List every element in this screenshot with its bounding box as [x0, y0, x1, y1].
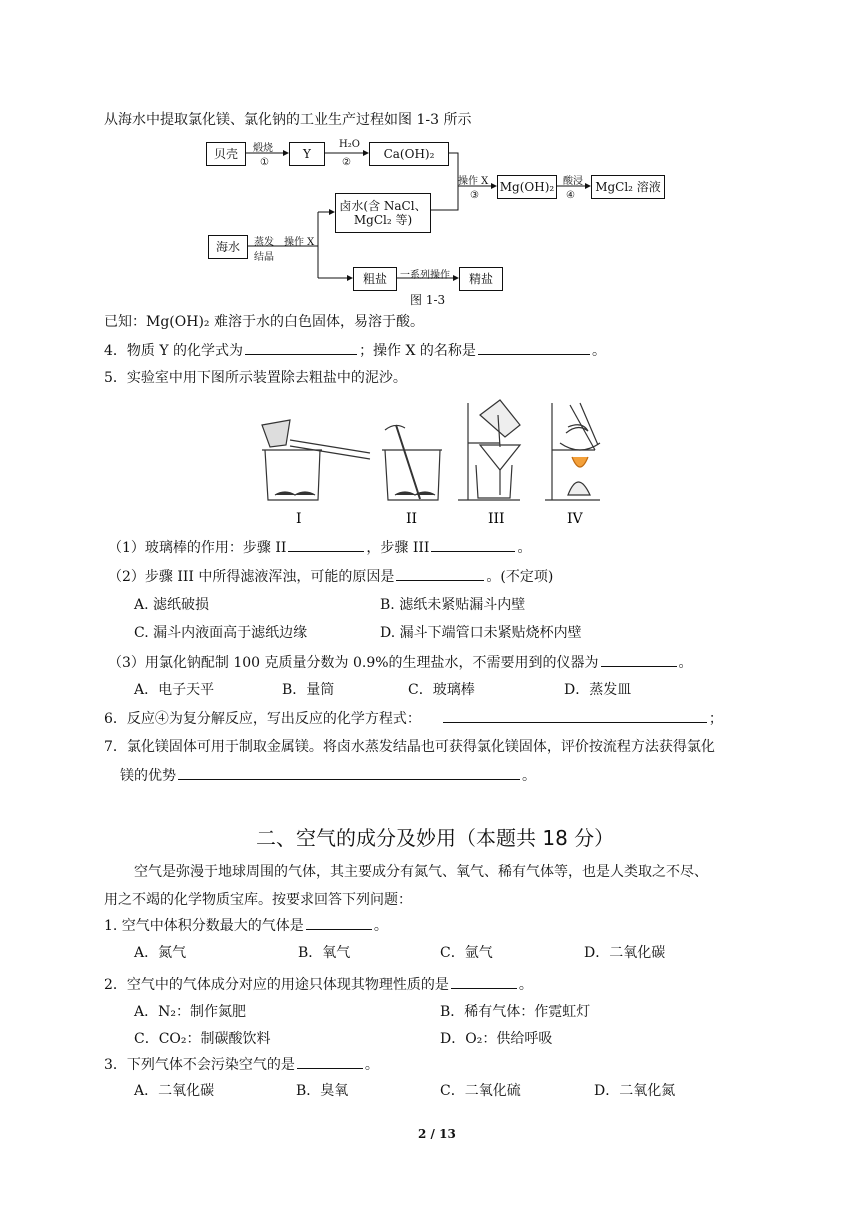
q7-text-b: 。: [522, 768, 536, 784]
s2-q1-option-a[interactable]: A．氮气: [134, 945, 187, 961]
label-step2: ②: [342, 157, 351, 168]
s2-q2-option-c[interactable]: C．CO₂：制碳酸饮料: [134, 1031, 271, 1047]
section-2-intro-1: 空气是弥漫于地球周围的气体，其主要成分有氮气、氧气、稀有气体等，也是人类取之不尽、: [134, 864, 708, 880]
q6-text-b: ；: [708, 711, 723, 727]
question-4: [104, 340, 606, 361]
q5-1-text-c: 。: [517, 540, 532, 556]
q5-2-option-c[interactable]: C. 漏斗内液面高于滤纸边缘: [134, 625, 308, 641]
q4-text-a: 4．物质 Y 的化学式为: [104, 343, 244, 359]
q5-3-option-d[interactable]: D．蒸发皿: [564, 682, 632, 698]
q5-2-option-a[interactable]: A. 滤纸破损: [134, 597, 210, 613]
label-opx-top: 操作 X: [458, 176, 489, 187]
apparatus-label-2: II: [406, 511, 418, 527]
s2-q2-blank[interactable]: [451, 974, 517, 989]
brine-line2: MgCl₂ 等): [353, 213, 413, 227]
q5-3-option-a[interactable]: A．电子天平: [134, 682, 215, 698]
label-step1: ①: [260, 157, 269, 168]
label-opx-left: 操作 X: [284, 237, 315, 248]
s2-question-1: [104, 915, 388, 936]
label-evap1: 蒸发: [254, 237, 274, 248]
q4-blank-y[interactable]: [245, 340, 357, 355]
s2-q3-option-a[interactable]: A．二氧化碳: [134, 1083, 215, 1099]
box-brine: [335, 193, 431, 233]
s2-q1-option-d[interactable]: D．二氧化碳: [584, 945, 666, 961]
q5-2-text-a: （2）步骤 III 中所得滤液浑浊，可能的原因是: [108, 569, 395, 585]
section-2-intro-2: 用之不竭的化学物质宝库。按要求回答下列问题：: [104, 892, 412, 908]
figure-caption: 图 1-3: [410, 293, 446, 307]
page-number: 2 / 13: [418, 1127, 456, 1141]
s2-q1-text-b: 。: [373, 918, 388, 934]
question-5-2: [108, 566, 553, 587]
s2-q3-text-a: 3．下列气体不会污染空气的是: [104, 1057, 295, 1073]
label-series-ops: 一系列操作: [400, 270, 450, 281]
label-evap2: 结晶: [254, 252, 274, 263]
box-mgoh2: Mg(OH)₂: [497, 175, 557, 199]
q4-text-b: ；操作 X 的名称是: [359, 343, 476, 359]
label-calcine: 煅烧: [253, 143, 273, 154]
q5-2-option-d[interactable]: D. 漏斗下端管口未紧贴烧杯内壁: [380, 625, 582, 641]
s2-q3-blank[interactable]: [297, 1054, 363, 1069]
s2-q2-text-a: 2．空气中的气体成分对应的用途只体现其物理性质的是: [104, 977, 449, 993]
label-step3: ③: [470, 190, 479, 201]
s2-q3-text-b: 。: [364, 1057, 379, 1073]
q7-text-a: 镁的优势: [120, 768, 176, 784]
q5-2-blank[interactable]: [396, 566, 484, 581]
q5-1-text-a: （1）玻璃棒的作用：步骤 II: [108, 540, 287, 556]
q5-2-text-b: 。(不定项): [486, 569, 554, 585]
question-7-line1: 7．氯化镁固体可用于制取金属镁。将卤水蒸发结晶也可获得氯化镁固体，评价按流程方法获得氯化: [104, 739, 715, 755]
question-5: 5．实验室中用下图所示装置除去粗盐中的泥沙。: [104, 370, 407, 386]
question-7-line2: [120, 765, 536, 786]
q5-3-text-a: （3）用氯化钠配制 100 克质量分数为 0.9%的生理盐水，不需要用到的仪器为: [108, 655, 599, 671]
q5-1-text-b: ，步骤 III: [366, 540, 430, 556]
s2-q2-option-a[interactable]: A．N₂：制作氮肥: [134, 1004, 246, 1020]
question-5-1: [108, 537, 531, 558]
box-caoh2: Ca(OH)₂: [369, 142, 449, 166]
known-text: 已知：Mg(OH)₂ 难溶于水的白色固体，易溶于酸。: [104, 314, 424, 330]
s2-q1-blank[interactable]: [306, 915, 372, 930]
apparatus-label-3: III: [488, 511, 505, 527]
box-mgcl2: MgCl₂ 溶液: [591, 175, 665, 199]
question-5-3: [108, 652, 693, 673]
q5-1-blank-iii[interactable]: [431, 537, 515, 552]
section-2-title: 二、空气的成分及妙用（本题共 18 分）: [256, 826, 615, 850]
q5-3-option-c[interactable]: C．玻璃棒: [408, 682, 475, 698]
brine-line1: 卤水(含 NaCl、: [339, 199, 427, 213]
q5-3-option-b[interactable]: B．量筒: [282, 682, 335, 698]
label-acid: 酸浸: [563, 176, 583, 187]
q5-3-blank[interactable]: [601, 652, 677, 667]
q5-1-blank-ii[interactable]: [288, 537, 364, 552]
s2-q3-option-d[interactable]: D．二氧化氮: [594, 1083, 676, 1099]
label-step4: ④: [566, 190, 575, 201]
s2-q3-option-b[interactable]: B．臭氧: [296, 1083, 349, 1099]
apparatus-figure: [0, 395, 868, 535]
q7-blank[interactable]: [178, 765, 520, 780]
s2-q2-text-b: 。: [518, 977, 533, 993]
q5-3-text-b: 。: [678, 655, 693, 671]
s2-question-3: [104, 1054, 379, 1075]
q5-2-option-b[interactable]: B. 滤纸未紧贴漏斗内壁: [380, 597, 526, 613]
s2-q3-option-c[interactable]: C．二氧化硫: [440, 1083, 521, 1099]
q4-text-c: 。: [591, 343, 606, 359]
s2-q2-option-d[interactable]: D．O₂：供给呼吸: [440, 1031, 553, 1047]
s2-q1-option-c[interactable]: C．氩气: [440, 945, 493, 961]
box-fine-salt: 精盐: [459, 267, 503, 291]
s2-q1-text-a: 1. 空气中体积分数最大的气体是: [104, 918, 304, 934]
q6-blank[interactable]: [443, 708, 707, 723]
apparatus-label-4: IV: [567, 511, 583, 527]
s2-question-2: [104, 974, 533, 995]
s2-q1-option-b[interactable]: B．氧气: [298, 945, 351, 961]
box-shell: 贝壳: [206, 142, 246, 166]
intro-text: 从海水中提取氯化镁、氯化钠的工业生产过程如图 1-3 所示: [104, 112, 472, 128]
apparatus-label-1: I: [296, 511, 302, 527]
box-seawater: 海水: [208, 235, 248, 259]
s2-q2-option-b[interactable]: B．稀有气体：作霓虹灯: [440, 1004, 591, 1020]
question-6: [104, 708, 723, 729]
q4-blank-opx[interactable]: [478, 340, 590, 355]
label-h2o: H₂O: [339, 139, 360, 150]
box-crude-salt: 粗盐: [353, 267, 397, 291]
q6-text-a: 6．反应④为复分解反应，写出反应的化学方程式：: [104, 711, 421, 727]
box-y: Y: [289, 142, 325, 166]
